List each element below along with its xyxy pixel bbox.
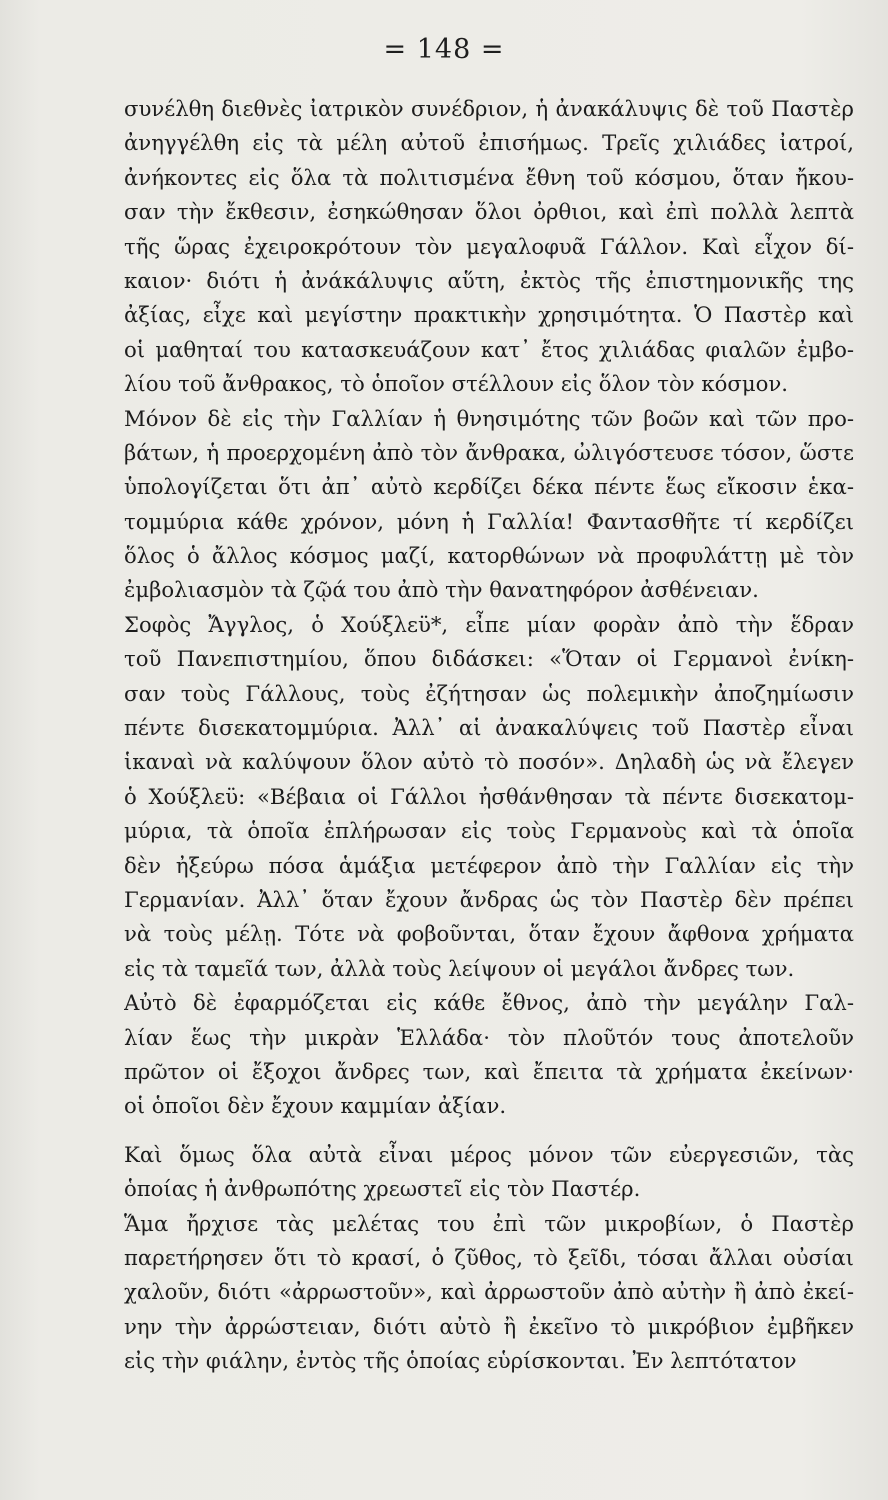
text-line: Μόνον δὲ εἰς τὴν Γαλλίαν ἡ θνησιμότης τῶν βοῶν καὶ τῶν προ- [124, 405, 854, 431]
text-line: ἀξίας, εἶχε καὶ μεγίστην πρακτικὴν χρησιμότητα. Ὁ Παστὲρ καὶ [124, 302, 854, 328]
text-line: βάτων, ἡ προερχομένη ἀπὸ τὸν ἄνθρακα, ὠλιγόστευσε τόσον, ὥστε [124, 439, 854, 465]
text-line: νην τὴν ἀρρώστειαν, διότι αὐτὸ ἢ ἐκεῖνο τὸ μικρόβιον ἐμβῆκεν [124, 1313, 854, 1339]
text-line: λίου τοῦ ἄνθρακος, τὸ ὁποῖον στέλλουν εἰς ὅλον τὸν κόσμον. [124, 371, 788, 397]
text-line: καιον· διότι ἡ ἀνάκάλυψις αὕτη, ἐκτὸς τῆς ἐπιστημονικῆς της [124, 267, 854, 293]
text-line: χαλοῦν, διότι «ἀρρωστοῦν», καὶ ἀρρωστοῦν ἀπὸ αὐτὴν ἢ ἀπὸ ἐκεί- [124, 1279, 854, 1305]
text-line: τομμύρια κάθε χρόνον, μόνη ἡ Γαλλία! Φαντασθῆτε τί κερδίζει [124, 508, 854, 534]
text-line: Ἅμα ἤρχισε τὰς μελέτας του ἐπὶ τῶν μικροβίων, ὁ Παστὲρ [124, 1210, 854, 1236]
text-line: τῆς ὥρας ἐχειροκρότουν τὸν μεγαλοφυᾶ Γάλλον. Καὶ εἶχον δί- [124, 233, 854, 259]
text-line: ἐμβολιασμὸν τὰ ζῷά του ἀπὸ τὴν θανατηφόρον ἀσθένειαν. [124, 577, 759, 603]
text-line: ἀνήκοντες εἰς ὅλα τὰ πολιτισμένα ἔθνη τοῦ κόσμου, ὅταν ἤκου- [124, 164, 854, 190]
text-line: εἰς τὰ ταμεῖά των, ἀλλὰ τοὺς λείψουν οἱ μεγάλοι ἄνδρες των. [124, 955, 795, 981]
text-line: οἱ ὁποῖοι δὲν ἔχουν καμμίαν ἀξίαν. [124, 1093, 507, 1119]
text-line: συνέλθη διεθνὲς ἰατρικὸν συνέδριον, ἡ ἀνακάλυψις δὲ τοῦ Παστὲρ [124, 96, 854, 121]
text-line: λίαν ἕως τὴν μικρὰν Ἑλλάδα· τὸν πλοῦτόν τους ἀποτελοῦν [124, 1024, 854, 1050]
text-line: Σοφὸς Ἄγγλος, ὁ Χούξλεϋ*, εἶπε μίαν φορὰν ἀπὸ τὴν ἕδραν [124, 611, 854, 637]
text-line: σαν τὴν ἔκθεσιν, ἐσηκώθησαν ὅλοι ὀρθιοι, καὶ ἐπὶ πολλὰ λεπτὰ [124, 199, 854, 225]
body-text [124, 92, 854, 1378]
page-number: = 148 = [383, 34, 505, 65]
text-line: νὰ τοὺς μέλῃ. Τότε νὰ φοβοῦνται, ὅταν ἔχουν ἄφθονα χρήματα [124, 921, 854, 947]
text-line: ἱκαναὶ νὰ καλύψουν ὅλον αὐτὸ τὸ ποσόν». Δηλαδὴ ὡς νὰ ἔλεγεν [124, 749, 854, 775]
text-line: πέντε δισεκατομμύρια. Ἀλλ᾿ αἱ ἀνακαλύψεις τοῦ Παστὲρ εἶναι [124, 715, 854, 741]
text-line: ὁ Χούξλεϋ: «Βέβαια οἱ Γάλλοι ἠσθάνθησαν τὰ πέντε δισεκατομ- [124, 783, 854, 809]
text-line: Αὐτὸ δὲ ἐφαρμόζεται εἰς κάθε ἔθνος, ἀπὸ τὴν μεγάλην Γαλ- [124, 990, 854, 1016]
text-line: Γερμανίαν. Ἀλλ᾿ ὅταν ἔχουν ἄνδρας ὡς τὸν Παστὲρ δὲν πρέπει [124, 886, 854, 912]
text-line: πρῶτον οἱ ἔξοχοι ἄνδρες των, καὶ ἔπειτα τὰ χρήματα ἐκείνων· [124, 1058, 854, 1084]
paragraph-block-first [124, 92, 854, 1124]
text-line: τοῦ Πανεπιστημίου, ὅπου διδάσκει: «Ὅταν οἱ Γερμανοὶ ἐνίκη- [124, 646, 854, 672]
text-line: παρετήρησεν ὅτι τὸ κρασί, ὁ ζῦθος, τὸ ξεῖδι, τόσαι ἄλλαι οὐσίαι [124, 1244, 854, 1270]
text-line: εἰς τὴν φιάλην, ἐντὸς τῆς ὁποίας εὑρίσκονται. Ἐν λεπτότατον [124, 1348, 797, 1374]
text-line: μύρια, τὰ ὁποῖα ἐπλήρωσαν εἰς τοὺς Γερμανοὺς καὶ τὰ ὁποῖα [124, 818, 854, 844]
text-line: ὁποίας ἡ ἀνθρωπότης χρεωστεῖ εἰς τὸν Παστέρ. [124, 1176, 641, 1202]
paragraph-block-second [124, 1138, 854, 1379]
text-line: δὲν ἠξεύρω πόσα ἁμάξια μετέφερον ἀπὸ τὴν Γαλλίαν εἰς τὴν [124, 852, 854, 878]
paragraph-gap [124, 1124, 854, 1138]
text-line: ἀνηγγέλθη εἰς τὰ μέλη αὐτοῦ ἐπισήμως. Τρεῖς χιλιάδες ἰατροί, [124, 130, 854, 156]
text-line: ὑπολογίζεται ὅτι ἀπ᾿ αὐτὸ κερδίζει δέκα πέντε ἕως εἴκοσιν ἑκα- [124, 474, 854, 500]
text-line: Καὶ ὅμως ὅλα αὐτὰ εἶναι μέρος μόνον τῶν εὐεργεσιῶν, τὰς [124, 1141, 854, 1167]
text-line: σαν τοὺς Γάλλους, τοὺς ἐζήτησαν ὡς πολεμικὴν ἀποζημίωσιν [124, 680, 854, 706]
text-line: ὅλος ὁ ἄλλος κόσμος μαζί, κατορθώνων νὰ προφυλάττῃ μὲ τὸν [124, 543, 854, 569]
text-line: οἱ μαθηταί του κατασκευάζουν κατ᾿ ἔτος χιλιάδας φιαλῶν ἐμβο- [124, 336, 854, 362]
